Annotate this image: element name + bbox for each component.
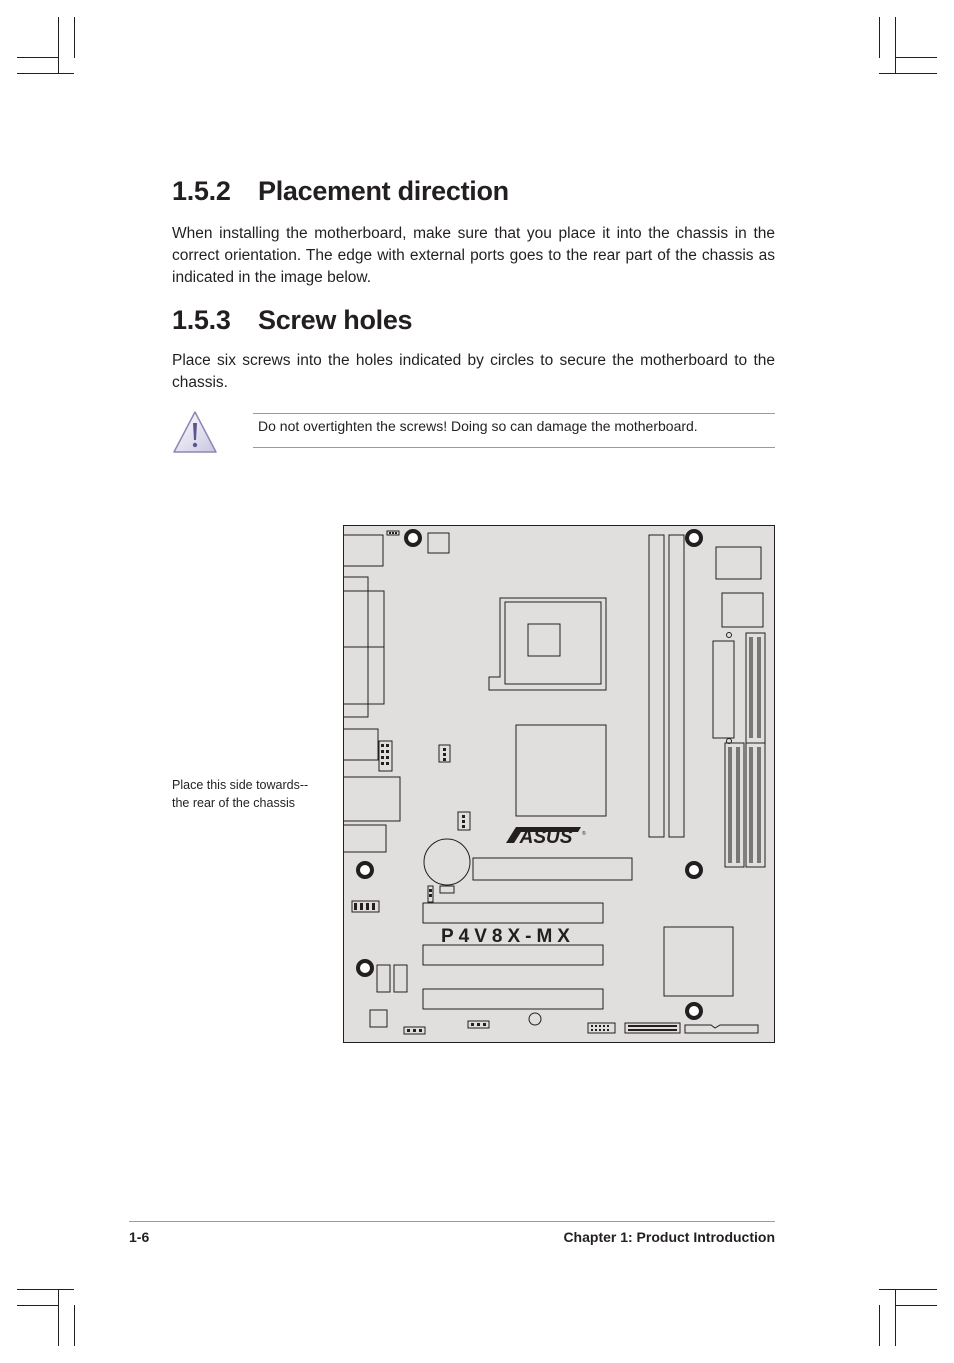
crop-mark — [17, 1289, 74, 1290]
crop-mark — [17, 57, 58, 58]
crop-mark — [17, 73, 74, 74]
screw-hole — [358, 961, 372, 975]
crop-mark — [879, 17, 880, 58]
screw-hole — [687, 531, 701, 545]
crop-mark — [879, 1289, 937, 1290]
crop-mark — [74, 1305, 75, 1346]
footer-rule — [129, 1221, 775, 1222]
screw-hole — [687, 1004, 701, 1018]
section-number: 1.5.2 — [172, 176, 231, 206]
crop-mark — [895, 1305, 937, 1306]
section-number: 1.5.3 — [172, 305, 231, 335]
crop-mark — [879, 73, 937, 74]
section-title: Screw holes — [258, 305, 413, 335]
section-title: Placement direction — [258, 176, 509, 206]
page-number: 1-6 — [129, 1229, 150, 1245]
rear-side-label-line1: Place this side towards-- — [172, 778, 309, 792]
crop-mark — [895, 57, 937, 58]
svg-text:®: ® — [582, 831, 586, 837]
crop-mark — [879, 1305, 880, 1346]
caution-text: Do not overtighten the screws! Doing so can damage the motherboard. — [258, 418, 698, 434]
crop-mark — [74, 17, 75, 58]
crop-mark — [895, 1289, 896, 1346]
section-body: Place six screws into the holes indicated by circles to secure the motherboard to the chassis. — [172, 352, 775, 391]
chapter-title: Chapter 1: Product Introduction — [563, 1229, 775, 1245]
section-body: When installing the motherboard, make sure that you place it into the chassis in the correct orientation. The edge with external ports goes to the rear part of the chassis as indicated in the image below. — [172, 225, 775, 286]
model-name: P4V8X-MX — [441, 926, 575, 947]
caution-rule-bottom — [253, 447, 775, 448]
crop-mark — [895, 17, 896, 74]
rear-side-label-line2: the rear of the chassis — [172, 796, 295, 810]
rear-side-label — [172, 776, 308, 812]
caution-rule-top — [253, 413, 775, 414]
screw-hole — [687, 863, 701, 877]
section-heading — [172, 305, 412, 336]
brand-text: ASUS — [519, 827, 573, 848]
crop-mark — [58, 17, 59, 74]
crop-mark — [58, 1289, 59, 1346]
screw-hole — [406, 531, 420, 545]
section-heading — [172, 176, 509, 207]
warning-triangle-icon — [172, 409, 218, 455]
screw-hole — [358, 863, 372, 877]
crop-mark — [17, 1305, 58, 1306]
motherboard-layout-diagram — [343, 525, 775, 1043]
